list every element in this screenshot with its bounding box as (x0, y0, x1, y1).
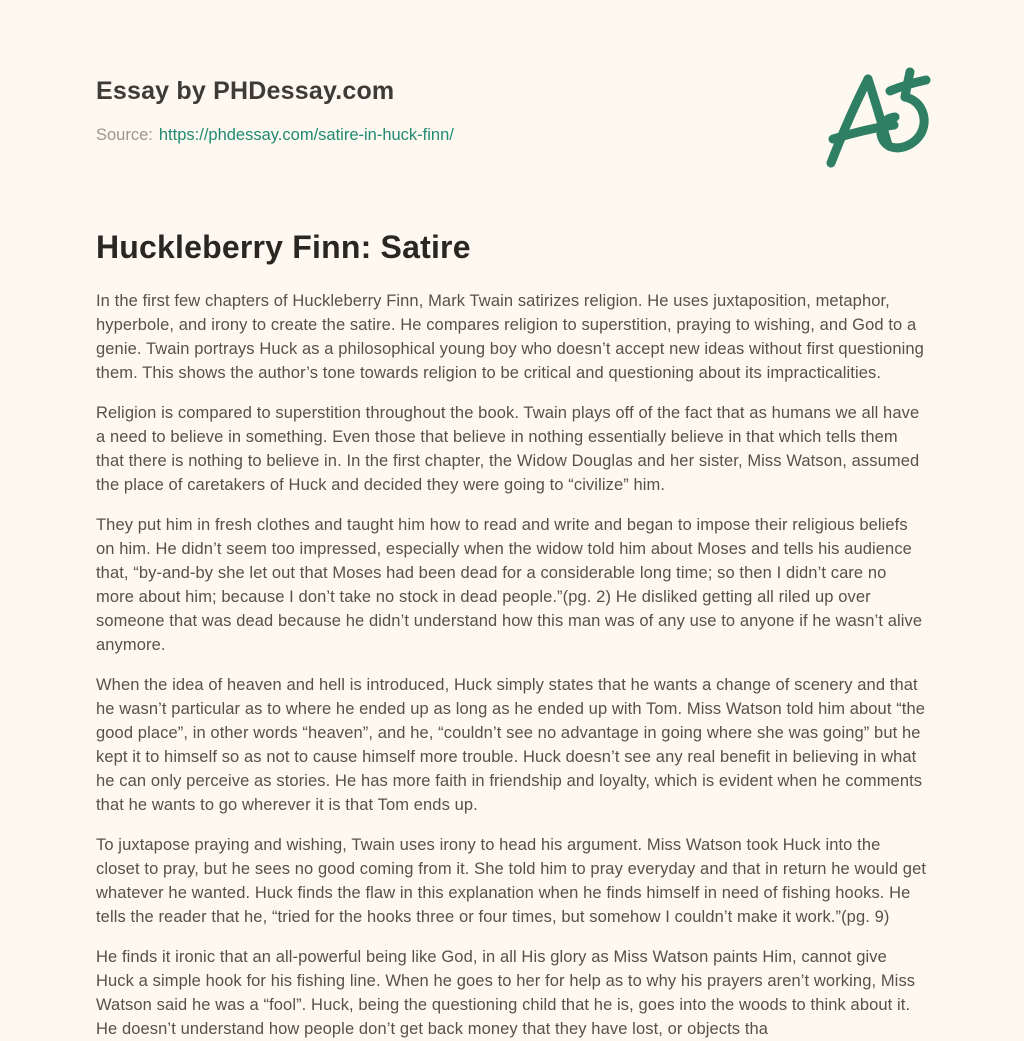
source-row (96, 124, 928, 146)
essay-paragraph: He finds it ironic that an all-powerful being like God, in all His glory as Miss Watson paints Him, cannot give Huck a simple hook for his fishing line. When he goes to her for help as to why his prayers aren’t working, Miss Watson said he was a “fool”. Huck, being the questioning child that he is, goes into the woods to think about it. He doesn’t understand how people don’t get back money that they have lost, or objects tha (96, 948, 916, 1038)
site-header-title: Essay by PHDessay.com (96, 77, 395, 105)
essay-paragraph: When the idea of heaven and hell is introduced, Huck simply states that he wants a change of scenery and that he wasn’t particular as to where he ended up as long as he ended up with Tom. Miss Watson told him about “the good place”, in other words “heaven”, and he, “couldn’t see no advantage in going where she was going” but he kept it to himself so as not to cause himself more trouble. Huck doesn’t see any real benefit in believing in what he can only perceive as stories. He has more faith in friendship and loyalty, which is evident when he comments that he wants to go wherever it is that Tom ends up. (96, 676, 926, 814)
source-url-link[interactable]: https://phdessay.com/satire-in-huck-finn/ (158, 126, 454, 144)
a-plus-logo-icon (822, 66, 932, 170)
essay-paragraph: They put him in fresh clothes and taught him how to read and write and began to impose their religious beliefs on him. He didn’t seem too impressed, especially when the widow told him about Moses and tells his audience that, “by-and-by she let out that Moses had been dead for a considerable long time; so then I didn’t care no more about him; because I don’t take no stock in dead people.”(pg. 2) He disliked getting all riled up over someone that was dead because he didn’t understand how this man was of any use to anyone if he wasn’t alive anymore. (96, 516, 923, 654)
page-header (96, 76, 928, 146)
essay-paragraph: In the first few chapters of Huckleberry Finn, Mark Twain satirizes religion. He uses juxtaposition, metaphor, hyperbole, and irony to create the satire. He compares religion to superstition, praying to wishing, and God to a genie. Twain portrays Huck as a philosophical young boy who doesn’t accept new ideas without first questioning them. This shows the author’s tone towards religion to be critical and questioning about its impracticalities. (96, 292, 924, 382)
phdessay-logo (822, 66, 932, 170)
essay-paragraph: To juxtapose praying and wishing, Twain uses irony to head his argument. Miss Watson took Huck into the closet to pray, but he sees no good coming from it. She told him to pray everyday and that in return he would get whatever he wanted. Huck finds the flaw in this explanation when he finds himself in need of fishing hooks. He tells the reader that he, “tried for the hooks three or four times, but somehow I couldn’t make it work.”(pg. 9) (96, 836, 927, 926)
essay-body (96, 289, 928, 1041)
essay-paragraph: Religion is compared to superstition throughout the book. Twain plays off of the fact that as humans we all have a need to believe in something. Even those that believe in nothing essentially believe in that which tells them that there is nothing to believe in. In the first chapter, the Widow Douglas and her sister, Miss Watson, assumed the place of caretakers of Huck and decided they were going to “civilize” him. (96, 404, 920, 494)
essay-title: Huckleberry Finn: Satire (96, 229, 471, 265)
source-label: Source: (96, 126, 153, 144)
